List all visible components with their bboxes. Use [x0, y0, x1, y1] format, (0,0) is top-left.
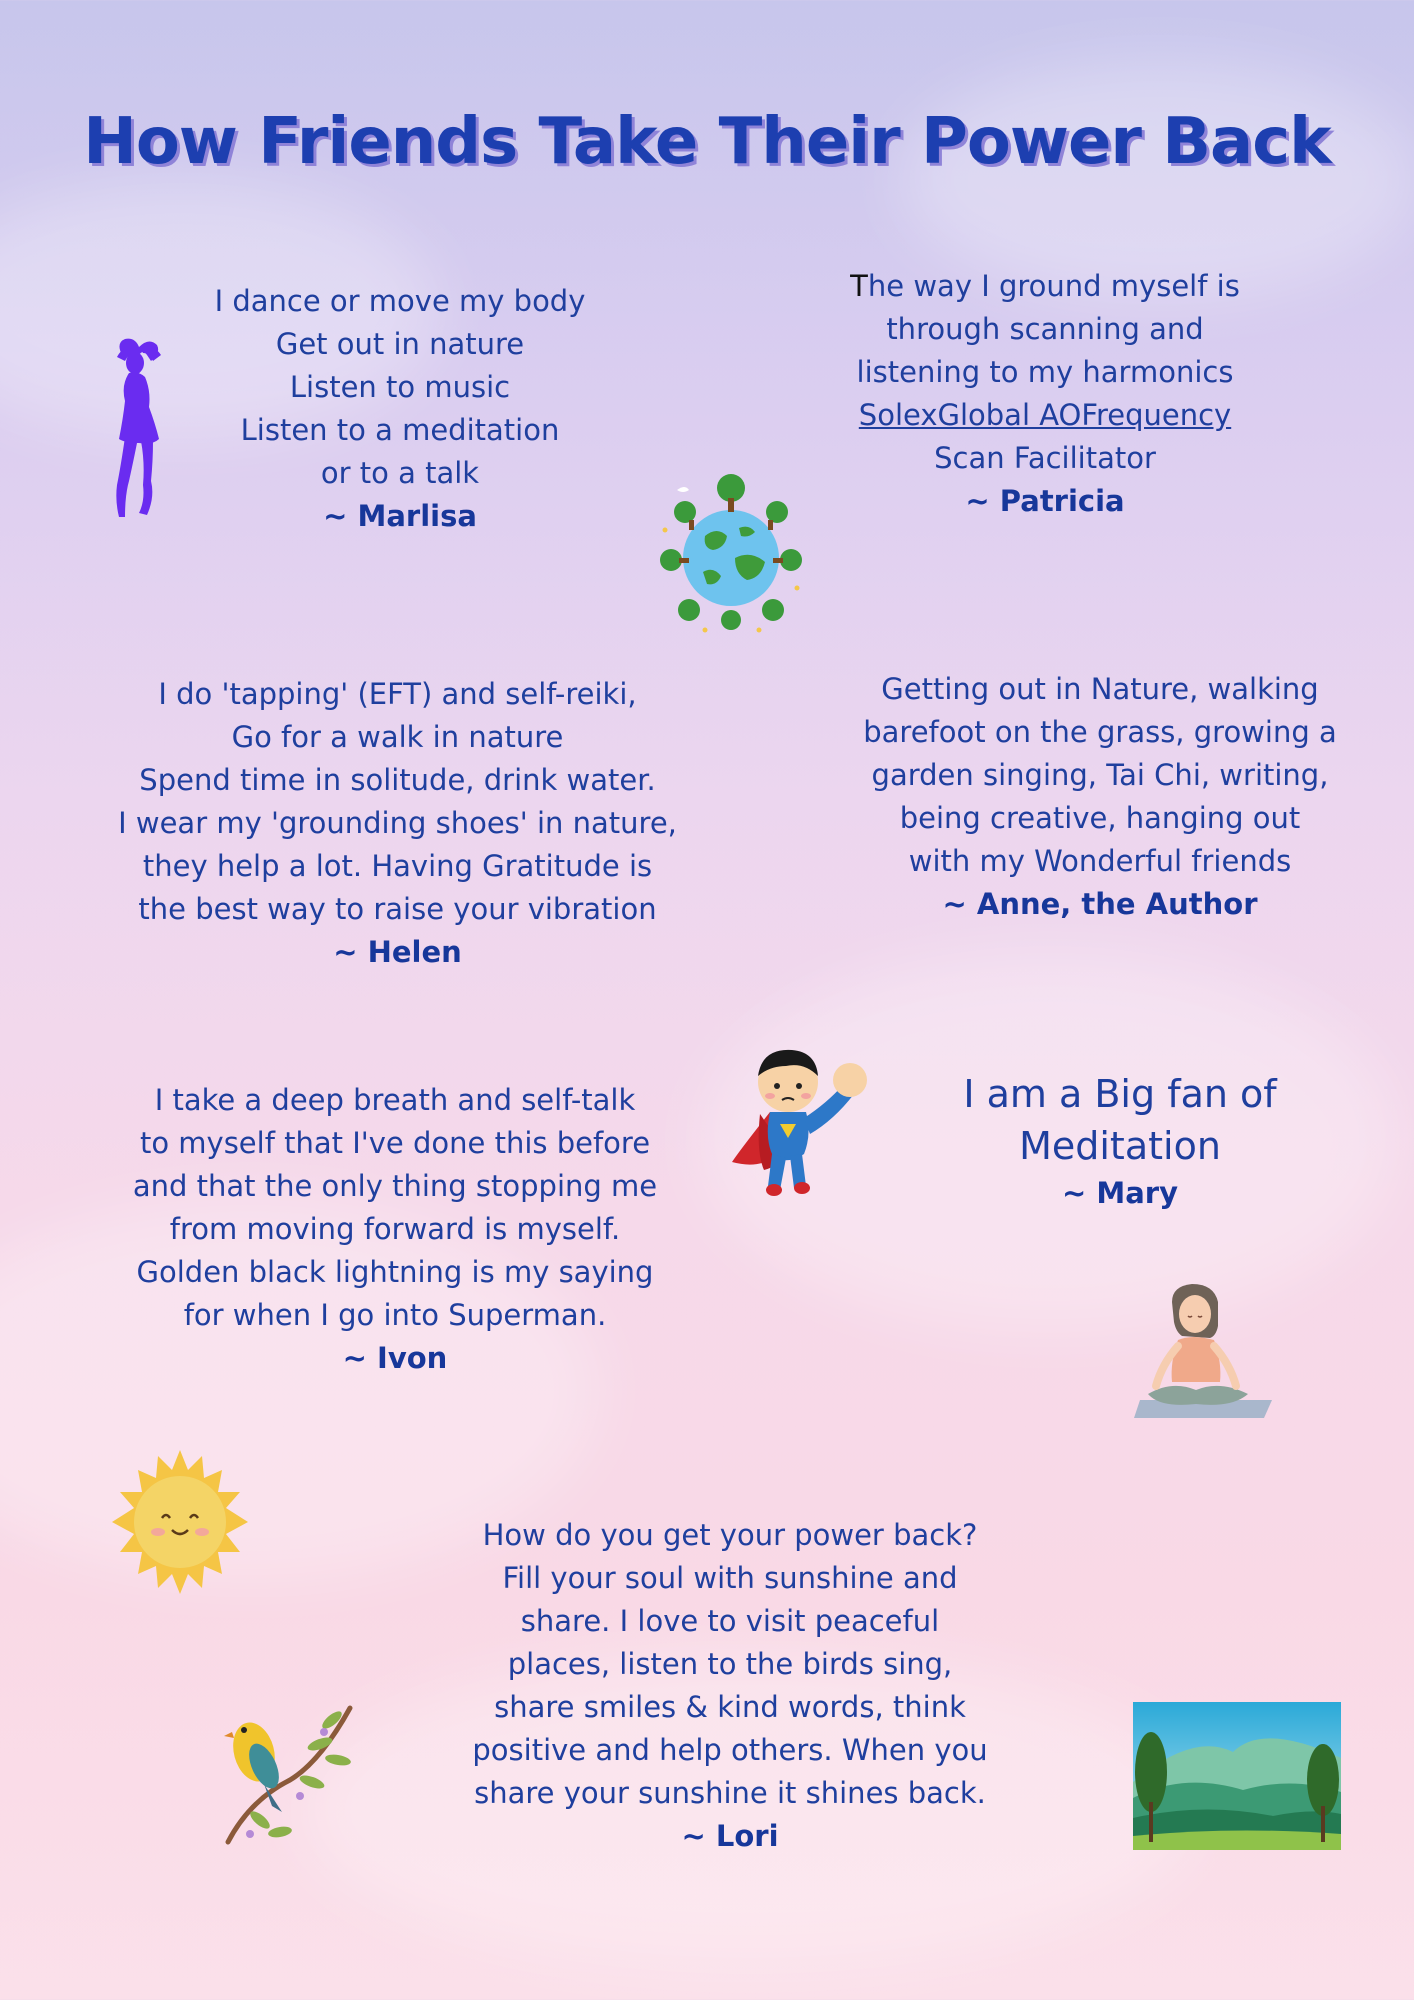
quote-line: the best way to raise your vibration [138, 892, 657, 926]
quote-line: I take a deep breath and self-talk [154, 1083, 636, 1117]
quote-line: being creative, hanging out [899, 801, 1301, 835]
quote-anne [840, 668, 1360, 926]
quote-line: Listen to a meditation [240, 413, 560, 447]
quote-line: Golden black lightning is my saying [136, 1255, 654, 1289]
earth-icon [655, 470, 807, 635]
cloud [900, 60, 1414, 300]
quote-line: positive and help others. When you [472, 1733, 988, 1767]
quote-line: I am a Big fan of [963, 1072, 1277, 1116]
superhero-icon [730, 1040, 875, 1200]
quote-line: through scanning and [886, 312, 1204, 346]
quote-author: ~ Anne, the Author [942, 887, 1258, 921]
quote-line: they help a lot. Having Gratitude is [142, 849, 653, 883]
quote-line: or to a talk [320, 456, 480, 490]
quote-line: Meditation [1019, 1124, 1221, 1168]
quote-line: and that the only thing stopping me [132, 1169, 658, 1203]
quote-ivon [110, 1079, 680, 1380]
page-title: How Friends Take Their Power Back [83, 105, 1331, 179]
quote-marlisa [170, 280, 630, 538]
first-letter: T [850, 269, 868, 303]
quote-author: ~ Helen [333, 935, 462, 969]
quote-line: share smiles & kind words, think [494, 1690, 966, 1724]
quote-line: I do 'tapping' (EFT) and self-reiki, [158, 677, 637, 711]
quote-line: places, listen to the birds sing, [507, 1647, 953, 1681]
quote-line: share. I love to visit peaceful [520, 1604, 940, 1638]
quote-lori [440, 1514, 1020, 1858]
bird-icon [220, 1700, 355, 1845]
meditation-icon [1132, 1282, 1280, 1422]
quote-author: ~ Marlisa [323, 499, 477, 533]
quote-text: he way I ground myself is [867, 269, 1240, 303]
quote-line: Listen to music [289, 370, 511, 404]
quote-author: ~ Patricia [965, 484, 1125, 518]
dancer-icon [95, 335, 185, 520]
quote-line: Go for a walk in nature [231, 720, 564, 754]
quote-line: I dance or move my body [214, 284, 586, 318]
quote-author: ~ Ivon [342, 1341, 448, 1375]
quote-author: ~ Mary [1061, 1176, 1179, 1210]
quote-line: Spend time in solitude, drink water. [139, 763, 656, 797]
quote-line: How do you get your power back? [482, 1518, 978, 1552]
quote-patricia [820, 265, 1270, 523]
quote-mary [940, 1068, 1300, 1215]
quote-line: garden singing, Tai Chi, writing, [871, 758, 1329, 792]
quote-helen [100, 673, 695, 974]
quote-line: to myself that I've done this before [139, 1126, 651, 1160]
solexglobal-link[interactable]: SolexGlobal AOFrequency [858, 398, 1232, 432]
sun-icon [108, 1448, 253, 1596]
quote-line: Get out in nature [275, 327, 525, 361]
quote-line: Getting out in Nature, walking [881, 672, 1319, 706]
quote-line: with my Wonderful friends [908, 844, 1292, 878]
quote-line: I wear my 'grounding shoes' in nature, [118, 806, 677, 840]
quote-line: listening to my harmonics [856, 355, 1234, 389]
quote-line: Fill your soul with sunshine and [502, 1561, 958, 1595]
quote-line: barefoot on the grass, growing a [863, 715, 1337, 749]
quote-line: from moving forward is myself. [169, 1212, 621, 1246]
quote-author: ~ Lori [681, 1819, 779, 1853]
quote-line: Scan Facilitator [934, 441, 1156, 475]
quote-line [820, 265, 1270, 308]
landscape-icon [1133, 1702, 1341, 1850]
quote-line: share your sunshine it shines back. [474, 1776, 986, 1810]
quote-line: for when I go into Superman. [183, 1298, 607, 1332]
